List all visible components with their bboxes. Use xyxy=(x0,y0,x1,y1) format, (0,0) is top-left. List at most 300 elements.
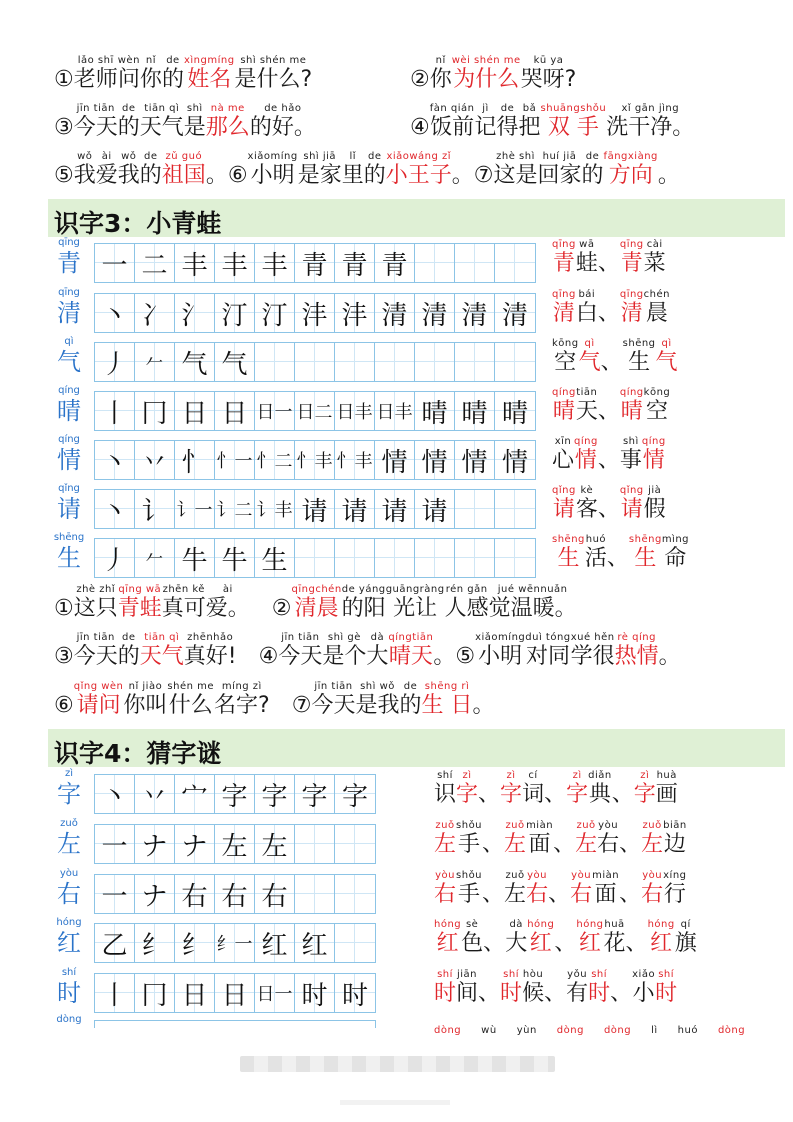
highlighted-word xyxy=(620,387,644,425)
stroke-order-grid xyxy=(94,489,536,529)
hanzi: 什么 xyxy=(168,693,213,718)
hanzi: ⑦ xyxy=(269,693,312,718)
stroke-step: 冂 xyxy=(141,398,168,429)
sentence-segment xyxy=(644,485,666,523)
stroke-step: 青 xyxy=(301,250,328,281)
stroke-cell xyxy=(455,343,495,381)
highlighted-word xyxy=(566,770,588,808)
pinyin: de xyxy=(144,151,158,162)
stroke-cell xyxy=(215,441,255,479)
sentence-segment xyxy=(250,584,292,622)
stroke-cell xyxy=(135,775,175,813)
stroke-cell xyxy=(215,825,255,863)
sentence-segment xyxy=(452,151,494,189)
highlighted-word xyxy=(620,289,644,327)
char-hanzi: 气 xyxy=(57,348,81,376)
highlighted-word xyxy=(620,485,644,523)
stroke-step: 一 xyxy=(101,831,128,862)
stroke-cell xyxy=(135,392,175,430)
highlighted-word xyxy=(552,534,585,572)
pinyin: zuǒ xyxy=(435,820,455,831)
stroke-step: 忄丰 xyxy=(296,451,333,472)
highlighted-word xyxy=(642,436,666,474)
stroke-step: 日丰 xyxy=(336,402,373,423)
pinyin: qíngtiān xyxy=(388,632,434,643)
hanzi: 。 xyxy=(472,693,495,718)
stroke-step: 沣 xyxy=(301,300,328,331)
hanzi: 红 xyxy=(436,931,459,956)
stroke-cell xyxy=(215,294,255,332)
sentence-segment xyxy=(248,151,298,189)
stroke-cell xyxy=(455,294,495,332)
char-hanzi: 情 xyxy=(57,446,81,474)
stroke-step: 冫 xyxy=(141,300,168,331)
pinyin: yòu xyxy=(642,870,663,881)
stroke-cell xyxy=(135,294,175,332)
sentence-segment xyxy=(619,820,641,858)
lesson-char-partial xyxy=(54,1014,84,1026)
stroke-step: 情 xyxy=(421,447,448,478)
char-pinyin: qīng xyxy=(58,287,80,298)
hanzi: 蛙 xyxy=(575,251,598,276)
highlighted-word xyxy=(434,969,456,1007)
sentence-segment xyxy=(74,55,118,93)
pinyin: shēng xyxy=(552,534,585,545)
stroke-cell xyxy=(255,924,295,962)
stroke-step: 汀 xyxy=(221,300,248,331)
sentence-segment xyxy=(522,770,544,808)
sentence-segment xyxy=(519,103,541,141)
pinyin: shì wǒ xyxy=(360,681,395,692)
hanzi: 生 xyxy=(634,546,657,571)
pinyin: duì tóng xyxy=(525,632,571,643)
pinyin: qíng xyxy=(619,387,644,398)
sentence-segment xyxy=(434,770,456,808)
pinyin: jīn tiān xyxy=(76,632,115,643)
pinyin: shí xyxy=(591,969,608,980)
sentence-segment xyxy=(167,681,214,719)
stroke-cell xyxy=(415,490,455,528)
hanzi: 的 xyxy=(117,115,140,140)
sentence-segment xyxy=(366,632,388,670)
stroke-cell xyxy=(135,441,175,479)
stroke-cell xyxy=(175,924,215,962)
stroke-cell xyxy=(455,441,495,479)
pinyin: shí xyxy=(503,969,519,980)
sentence-segment xyxy=(482,870,504,908)
sentence-words-青 xyxy=(552,239,666,277)
sentence-s1 xyxy=(54,55,312,93)
sentence-segment xyxy=(505,919,527,957)
highlighted-word xyxy=(206,103,250,141)
sentence-segment xyxy=(610,969,632,1007)
hanzi: 晴天 xyxy=(388,644,433,669)
sentence-words-情 xyxy=(552,436,666,474)
pinyin: zuǒ xyxy=(642,820,662,831)
pinyin: zhè zhǐ xyxy=(76,584,116,595)
hanzi: ③ xyxy=(54,115,74,140)
stroke-cell xyxy=(455,392,495,430)
hanzi: 左 xyxy=(504,832,527,857)
pinyin: xué hěn xyxy=(570,632,615,643)
hanzi: ② xyxy=(410,67,430,92)
hanzi: 方向 xyxy=(608,163,653,188)
stroke-step: 气 xyxy=(181,349,208,380)
stroke-cell xyxy=(415,539,455,577)
highlighted-word xyxy=(526,870,548,908)
pinyin: wā xyxy=(579,239,595,250)
blurred-footer xyxy=(240,1056,555,1072)
sentence-segment xyxy=(298,151,342,189)
pinyin: huó xyxy=(677,1025,698,1036)
sentence-segment xyxy=(644,289,670,327)
pinyin: sè xyxy=(465,919,479,930)
stroke-step: 汀 xyxy=(261,300,288,331)
hanzi: 、 xyxy=(597,497,620,522)
stroke-step: 丶 xyxy=(101,781,128,812)
stroke-cell xyxy=(495,244,535,282)
sentence-segment xyxy=(553,820,575,858)
hanzi: 你 xyxy=(429,67,452,92)
highlighted-word xyxy=(184,55,235,93)
pinyin: kū ya xyxy=(533,55,564,66)
pinyin: shì jiā xyxy=(303,151,337,162)
pinyin: wǒ xyxy=(77,151,93,162)
sentence-segment xyxy=(522,969,544,1007)
hanzi: 晴 xyxy=(552,399,575,424)
stroke-step: 𠂉 xyxy=(145,549,164,570)
stroke-step: 晴 xyxy=(461,398,488,429)
hanzi: 左 xyxy=(434,832,457,857)
hanzi: 、 xyxy=(478,782,501,807)
hanzi: 右 xyxy=(597,832,620,857)
stroke-cell xyxy=(335,539,375,577)
sentence-segment xyxy=(456,820,482,858)
sentence-segment xyxy=(74,584,118,622)
hanzi: 。 xyxy=(657,163,680,188)
pinyin: shén me xyxy=(167,681,215,692)
hanzi: 你叫 xyxy=(123,693,168,718)
stroke-cell xyxy=(415,244,455,282)
pinyin: qīng xyxy=(552,239,576,250)
hanzi: 字 xyxy=(566,782,589,807)
sentence-segment xyxy=(601,338,623,376)
sentence-words-晴 xyxy=(552,387,670,425)
stroke-cell xyxy=(375,490,415,528)
stroke-cell xyxy=(495,343,535,381)
stroke-cell xyxy=(135,539,175,577)
sentence-segment xyxy=(504,870,526,908)
stroke-cell xyxy=(375,392,415,430)
hanzi: 今天 xyxy=(73,644,118,669)
stroke-cell xyxy=(455,490,495,528)
hanzi: 是个 xyxy=(322,644,367,669)
stroke-step: 日二 xyxy=(296,402,333,423)
hanzi: 天气 xyxy=(139,644,184,669)
hanzi: ④ xyxy=(236,644,279,669)
stroke-cell xyxy=(335,825,375,863)
lesson-char-青 xyxy=(54,237,84,277)
stroke-cell xyxy=(95,392,135,430)
highlighted-word xyxy=(500,969,522,1007)
hanzi: ④ xyxy=(410,115,430,140)
pinyin: miàn xyxy=(592,870,620,881)
hanzi: 面 xyxy=(594,882,617,907)
hanzi: 大 xyxy=(366,644,389,669)
stroke-step: 日 xyxy=(221,980,248,1011)
stroke-cell xyxy=(335,294,375,332)
sentence-segment xyxy=(644,239,666,277)
hanzi: 有 xyxy=(566,981,589,1006)
hanzi: ① xyxy=(54,67,74,92)
stroke-order-grid-partial xyxy=(94,1020,376,1028)
stroke-step: 忄丰 xyxy=(336,451,373,472)
hanzi: 。⑥ xyxy=(205,163,248,188)
sentence-segment xyxy=(270,681,312,719)
sentence-segment xyxy=(656,770,678,808)
pinyin: jià xyxy=(648,485,662,496)
hanzi: 小 xyxy=(632,981,655,1006)
hanzi: 的好。 xyxy=(249,115,316,140)
stroke-cell xyxy=(415,441,455,479)
stroke-cell xyxy=(335,974,375,1012)
sentence-segment xyxy=(571,632,615,670)
stroke-step: 清 xyxy=(501,300,528,331)
highlighted-word xyxy=(162,151,206,189)
char-hanzi: 左 xyxy=(57,830,81,858)
pinyin: qīng xyxy=(619,289,644,300)
highlighted-word xyxy=(422,681,473,719)
hanzi: 、 xyxy=(597,251,620,276)
pinyin: yùn xyxy=(516,1025,537,1036)
stroke-cell xyxy=(135,244,175,282)
pinyin: de xyxy=(500,103,515,114)
hanzi: 对同 xyxy=(525,644,570,669)
stroke-step: 乙 xyxy=(101,930,128,961)
hanzi: 得 xyxy=(496,115,519,140)
stroke-cell xyxy=(95,825,135,863)
sentence-segment xyxy=(123,681,167,719)
hanzi: 、 xyxy=(597,448,620,473)
char-hanzi: 请 xyxy=(57,495,81,523)
char-pinyin: zuǒ xyxy=(60,818,78,829)
hanzi: 请 xyxy=(620,497,643,522)
pinyin: nǐ xyxy=(435,55,446,66)
pinyin: dà xyxy=(370,632,385,643)
pinyin: xiǎomíng xyxy=(247,151,298,162)
stroke-order-grid xyxy=(94,824,376,864)
stroke-cell xyxy=(175,974,215,1012)
pinyin: hóng xyxy=(576,919,604,930)
sentence-segment xyxy=(592,870,619,908)
hanzi: 请 xyxy=(552,497,575,522)
sentence-segment xyxy=(566,969,588,1007)
highlighted-word xyxy=(655,969,677,1007)
hanzi: 、 xyxy=(610,981,633,1006)
pinyin: de xyxy=(367,151,382,162)
hanzi: 旗 xyxy=(674,931,697,956)
highlighted-word xyxy=(579,338,601,376)
sentence-segment xyxy=(118,103,140,141)
sentence-segment xyxy=(482,820,504,858)
stroke-cell xyxy=(495,490,535,528)
hanzi: 左 xyxy=(504,882,527,907)
sentence-segment xyxy=(662,534,689,572)
stroke-cell xyxy=(135,343,175,381)
sentence-segment xyxy=(478,770,500,808)
pinyin: wù xyxy=(481,1025,497,1036)
hanzi: 、 xyxy=(554,931,577,956)
hanzi: 手 xyxy=(458,882,481,907)
lesson-char-时 xyxy=(54,967,84,1007)
hanzi: ② xyxy=(249,596,292,621)
sentence-segment xyxy=(598,289,620,327)
hanzi: 生 日 xyxy=(421,693,473,718)
char-pinyin: dòng xyxy=(56,1014,82,1025)
hanzi: 青 xyxy=(620,251,643,276)
sentence-s5 xyxy=(54,151,680,189)
sentence-segment xyxy=(604,919,626,957)
stroke-step: 纟 xyxy=(141,930,168,961)
pinyin: miàn xyxy=(526,820,554,831)
highlighted-word xyxy=(140,632,184,670)
sentence-segment xyxy=(663,870,686,908)
sentence-segment xyxy=(494,151,538,189)
stroke-cell xyxy=(255,974,295,1012)
hanzi: 行 xyxy=(663,882,686,907)
pinyin: de hǎo xyxy=(264,103,302,114)
sentence-a2 xyxy=(54,632,681,670)
pinyin: yòu xyxy=(598,820,619,831)
hanzi: 请问 xyxy=(76,693,121,718)
pinyin: yòu xyxy=(571,870,592,881)
sentence-segment xyxy=(364,151,386,189)
stroke-cell xyxy=(95,294,135,332)
sentence-segment xyxy=(658,151,680,189)
hanzi: 字 xyxy=(633,782,656,807)
stroke-step: 气 xyxy=(221,349,248,380)
stroke-step: 请 xyxy=(341,496,368,527)
pinyin: zuǒ xyxy=(576,820,596,831)
pinyin: ài xyxy=(101,151,112,162)
char-hanzi: 字 xyxy=(57,780,81,808)
pinyin: xìngmíng xyxy=(183,55,235,66)
pinyin: fāngxiàng xyxy=(603,151,658,162)
highlighted-word xyxy=(552,289,576,327)
sentence-segment xyxy=(54,681,74,719)
stroke-step: 清 xyxy=(421,300,448,331)
pinyin: de xyxy=(166,55,180,66)
pinyin: zì xyxy=(462,770,472,781)
highlighted-word xyxy=(570,870,592,908)
pinyin: guāngràng xyxy=(385,584,445,595)
sentence-segment xyxy=(632,969,655,1007)
sentence-s4 xyxy=(410,103,694,141)
hanzi: 情 xyxy=(574,448,597,473)
hanzi: 、 xyxy=(597,301,620,326)
hanzi: 空 xyxy=(645,399,668,424)
stroke-cell xyxy=(295,490,335,528)
hanzi: 祖国 xyxy=(161,163,206,188)
stroke-cell xyxy=(255,775,295,813)
stroke-step: 忄二 xyxy=(256,451,293,472)
lesson-char-清 xyxy=(54,287,84,327)
lesson-char-红 xyxy=(54,917,84,957)
stroke-step: 右 xyxy=(181,881,208,912)
highlighted-word xyxy=(575,820,597,858)
pinyin: míng zì xyxy=(221,681,262,692)
sentence-segment xyxy=(74,103,118,141)
hanzi: 的 xyxy=(139,163,162,188)
stroke-cell xyxy=(175,490,215,528)
stroke-step: 日一 xyxy=(256,402,293,423)
stroke-cell xyxy=(255,875,295,913)
sentence-segment xyxy=(576,289,598,327)
sentence-segment xyxy=(576,387,598,425)
hanzi: 、 xyxy=(600,350,623,375)
hanzi: 记 xyxy=(474,115,497,140)
sentence-words-红 xyxy=(434,919,697,957)
hanzi: 画 xyxy=(655,782,678,807)
highlighted-word xyxy=(629,534,662,572)
pinyin: de xyxy=(122,632,136,643)
char-hanzi: 红 xyxy=(57,929,81,957)
blurred-footer-line xyxy=(340,1100,450,1105)
pinyin: bái xyxy=(578,289,596,300)
sentence-segment xyxy=(626,919,648,957)
char-hanzi: 右 xyxy=(57,880,81,908)
sentence-segment xyxy=(659,632,681,670)
stroke-cell xyxy=(215,539,255,577)
stroke-cell xyxy=(175,343,215,381)
sentence-s3 xyxy=(54,103,316,141)
char-pinyin: shēng xyxy=(53,532,85,543)
stroke-step: 青 xyxy=(381,250,408,281)
stroke-order-grid xyxy=(94,342,536,382)
highlighted-word xyxy=(292,584,342,622)
stroke-step: 纟 xyxy=(181,930,208,961)
stroke-order-grid xyxy=(94,391,536,431)
hanzi: 命 xyxy=(664,546,687,571)
hanzi: 爱 xyxy=(95,163,118,188)
sentence-segment xyxy=(311,681,355,719)
stroke-cell xyxy=(295,825,335,863)
sentence-segment xyxy=(478,969,500,1007)
stroke-cell xyxy=(495,392,535,430)
pinyin: de yáng xyxy=(341,584,386,595)
pinyin: tiān qì xyxy=(144,103,180,114)
hanzi: 白 xyxy=(575,301,598,326)
hanzi: 觉温暖。 xyxy=(488,596,577,621)
sentence-segment xyxy=(552,436,574,474)
sentence-segment xyxy=(473,681,495,719)
sentence-segment xyxy=(619,870,641,908)
highlighted-word xyxy=(576,919,603,957)
pinyin: qīng xyxy=(619,239,644,250)
highlighted-word xyxy=(620,239,644,277)
pinyin: zǔ guó xyxy=(165,151,203,162)
hanzi: 心 xyxy=(552,448,575,473)
hanzi: 花 xyxy=(603,931,626,956)
hanzi: 字 xyxy=(500,782,523,807)
stroke-step: 晴 xyxy=(501,398,528,429)
stroke-cell xyxy=(255,294,295,332)
hanzi: 这只 xyxy=(73,596,118,621)
stroke-cell xyxy=(415,294,455,332)
sentence-words-请 xyxy=(552,485,666,523)
hanzi: 的阳 xyxy=(341,596,386,621)
pinyin: dòng xyxy=(603,1025,632,1036)
